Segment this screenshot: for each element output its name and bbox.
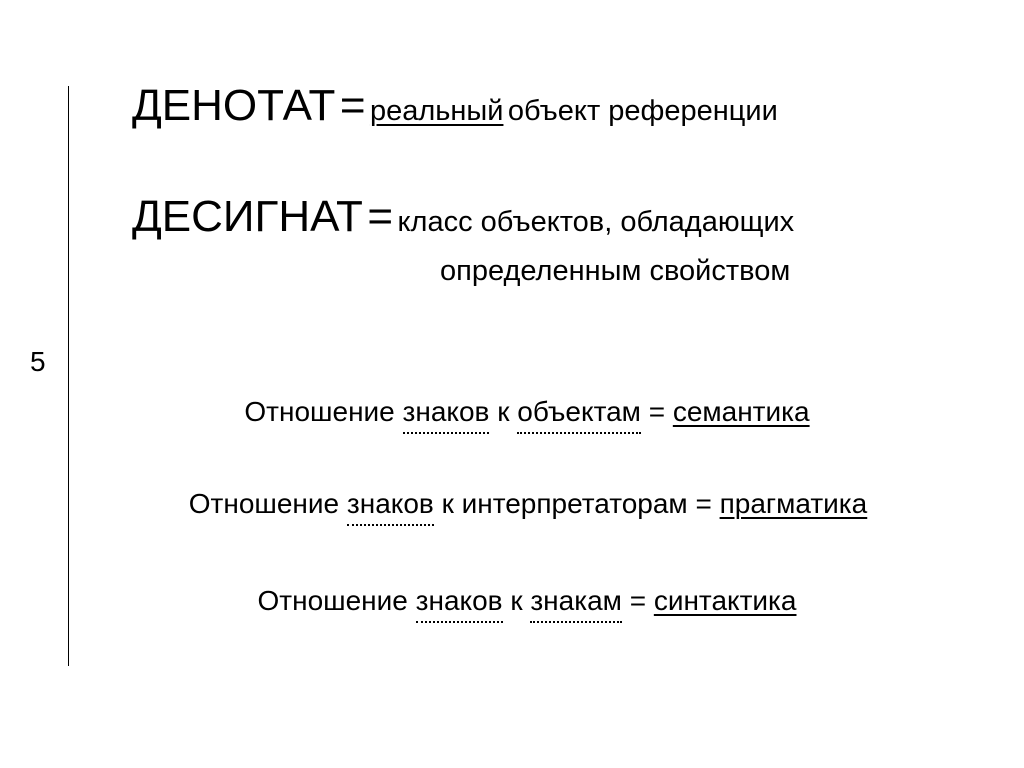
relation-preposition: к [497,396,510,427]
designat-equals: = [367,192,394,241]
relation-interpreters-phrase: к интерпретаторам [441,488,688,519]
denotat-term: ДЕНОТАТ [132,81,336,130]
relation-semantics [15,398,1024,426]
relation-prefix: Отношение [244,396,395,427]
designat-definition [132,192,795,241]
relation-prefix: Отношение [257,585,408,616]
denotat-definition-rest: объект референции [507,95,778,127]
relation-equals: = [695,488,712,519]
relation-result-semantics: семантика [672,396,810,427]
relation-signs-word: знаков [416,585,503,623]
relation-prefix: Отношение [188,488,340,519]
relation-result-pragmatics: прагматика [719,488,868,519]
relation-signs-word: знаков [347,488,434,526]
relation-equals: = [648,396,666,427]
relation-signs-word: знаков [403,396,490,434]
relation-objects-word: объектам [517,396,641,434]
relation-signs-word-2: знакам [530,585,622,623]
designat-term: ДЕСИГНАТ [132,192,363,241]
designat-definition-line1: класс объектов, обладающих [397,206,795,238]
relation-preposition: к [510,585,523,616]
designat-definition-line2: определенным свойством [440,255,791,287]
relation-syntactics [15,587,1024,615]
relation-equals: = [629,585,647,616]
denotat-equals: = [339,81,366,130]
relation-result-syntactics: синтактика [653,585,797,616]
denotat-real-word: реальный [369,95,504,127]
denotat-definition [132,81,778,130]
relation-pragmatics [16,490,1024,518]
vertical-divider [68,86,69,666]
slide-number: 5 [30,346,46,377]
